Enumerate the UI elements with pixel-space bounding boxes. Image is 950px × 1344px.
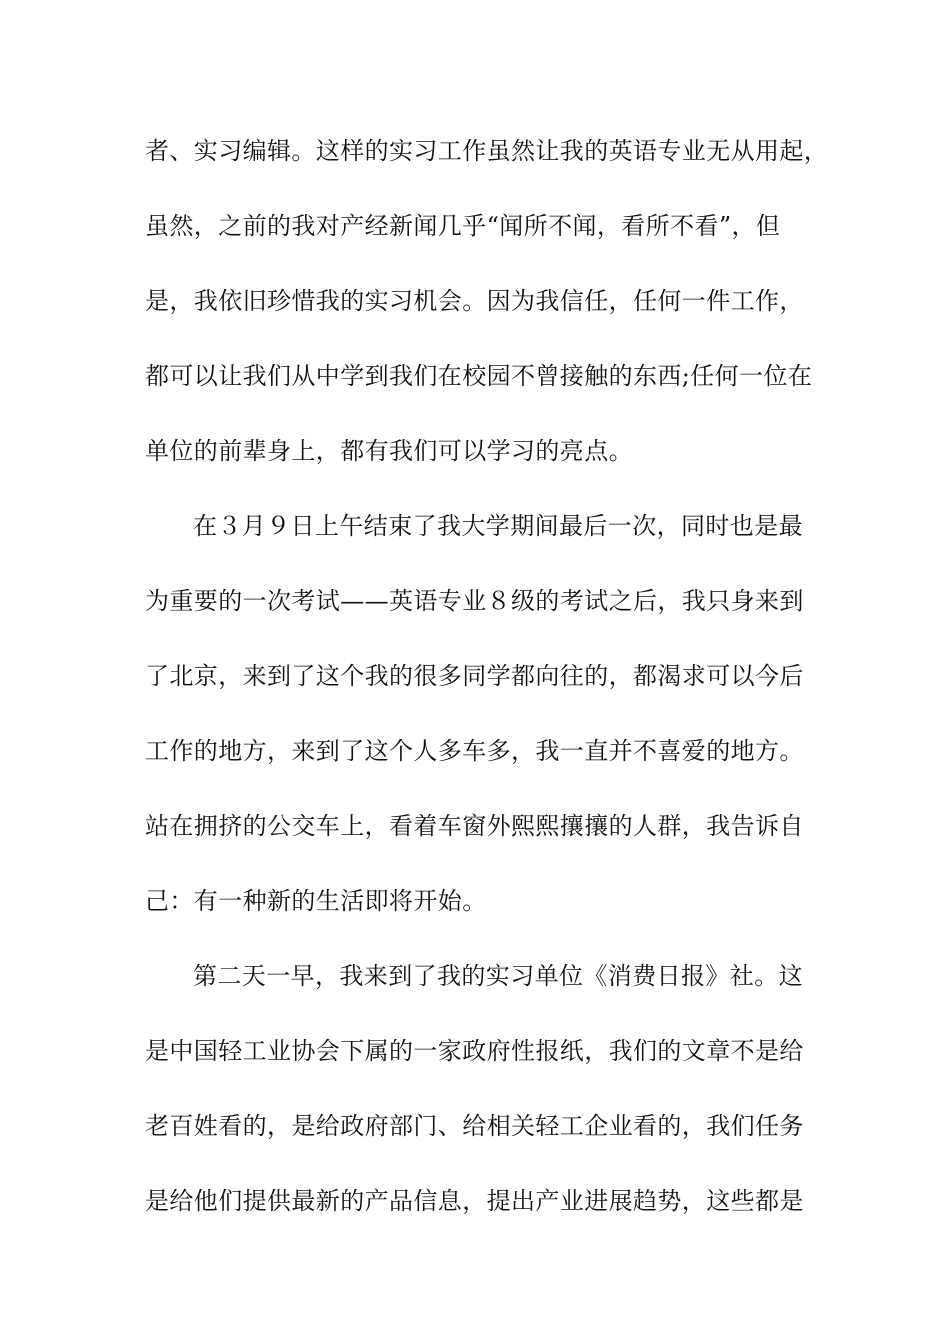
- text-line: 是，我依旧珍惜我的实习机会。因为我信任，任何一件工作，: [145, 287, 804, 315]
- text-line: 都可以让我们从中学到我们在校园不曾接触的东西;任何一位在: [145, 362, 813, 390]
- text-line: 工作的地方，来到了这个人多车多，我一直并不喜爱的地方。: [145, 737, 804, 765]
- paragraph-start-line: 在３月９日上午结束了我大学期间最后一次，同时也是最: [193, 512, 803, 540]
- text-line: 者、实习编辑。这样的实习工作虽然让我的英语专业无从用起，: [145, 137, 829, 165]
- text-line: 站在拥挤的公交车上，看着车窗外熙熙攘攘的人群，我告诉自: [145, 812, 804, 840]
- text-line: 老百姓看的，是给政府部门、给相关轻工企业看的，我们任务: [145, 1112, 804, 1140]
- text-line: 为重要的一次考试——英语专业８级的考试之后，我只身来到: [145, 587, 804, 615]
- text-line: 己：有一种新的生活即将开始。: [145, 887, 487, 915]
- text-line: 是中国轻工业协会下属的一家政府性报纸，我们的文章不是给: [145, 1037, 804, 1065]
- paragraph-start-line: 第二天一早，我来到了我的实习单位《消费日报》社。这: [193, 962, 803, 990]
- text-line: 虽然，之前的我对产经新闻几乎“闻所不闻，看所不看”，但: [145, 212, 781, 240]
- text-line: 了北京，来到了这个我的很多同学都向往的，都渴求可以今后: [145, 662, 804, 690]
- text-line: 是给他们提供最新的产品信息，提出产业进展趋势，这些都是: [145, 1187, 804, 1215]
- text-line: 单位的前辈身上，都有我们可以学习的亮点。: [145, 437, 633, 465]
